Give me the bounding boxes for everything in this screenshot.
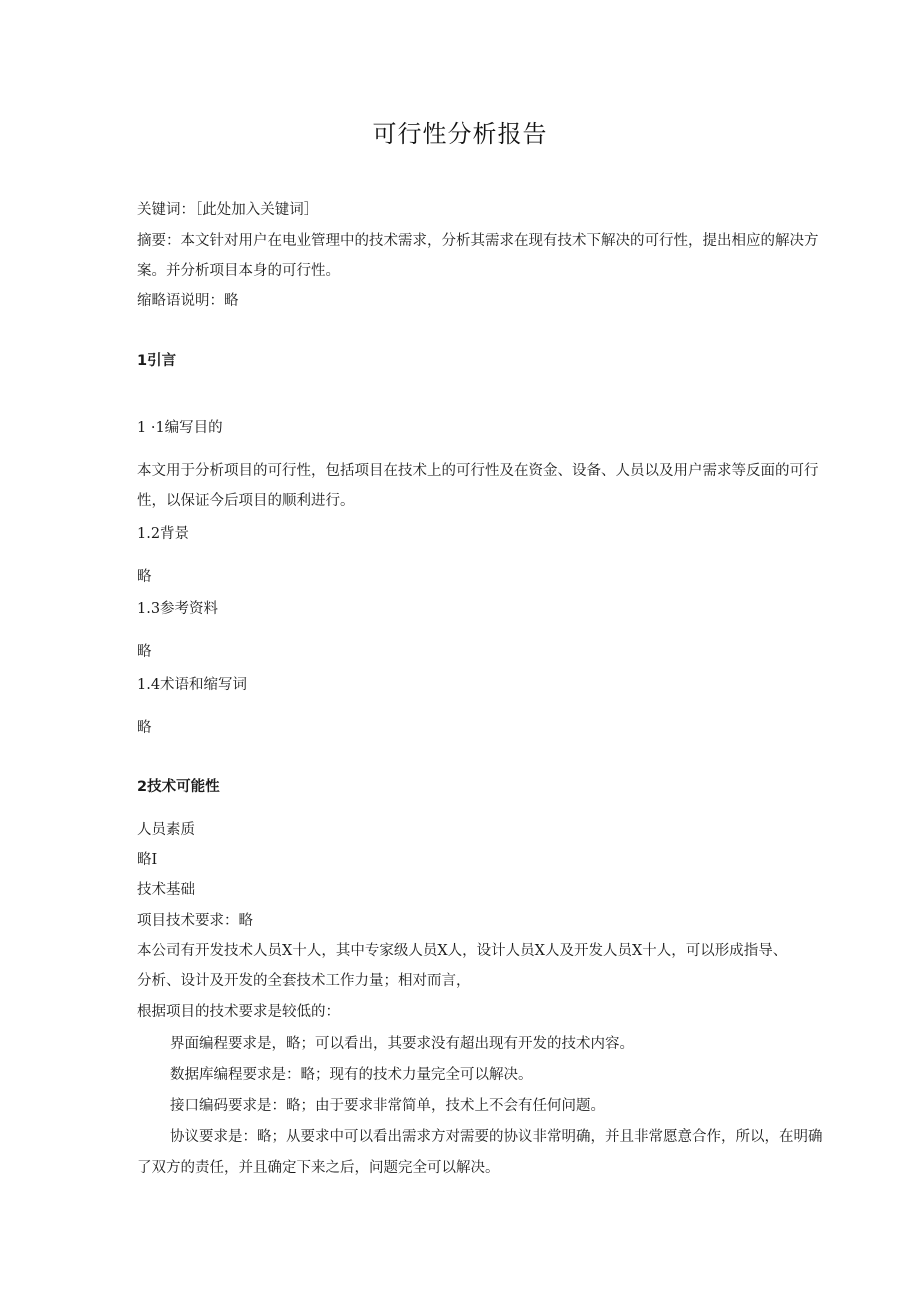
requirement-item: 界面编程要求是，略；可以看出，其要求没有超出现有开发的技术内容。 bbox=[170, 1036, 634, 1052]
requirement-item: 协议要求是：略；从要求中可以看出需求方对需要的协议非常明确，并且非常愿意合作，所以，在明确 bbox=[170, 1129, 823, 1145]
abstract-line: 摘要：本文针对用户在电业管理中的技术需求，分析其需求在现有技术下解决的可行性，提出相应的解决方 bbox=[137, 233, 819, 249]
subsection-heading: 1.2背景 bbox=[137, 526, 190, 542]
requirement-item: 数据库编程要求是：略；现有的技术力量完全可以解决。 bbox=[170, 1067, 533, 1083]
body-paragraph-line: 本公司有开发技术人员X十人，其中专家级人员X人，设计人员X人及开发人员X十人，可以形成指导、 bbox=[137, 943, 788, 959]
body-text: 略 bbox=[137, 569, 152, 585]
body-paragraph-line: 分析、设计及开发的全套技术工作力量；相对而言， bbox=[137, 973, 471, 989]
requirement-item-continuation: 了双方的责任，并且确定下来之后，问题完全可以解决。 bbox=[137, 1160, 500, 1176]
body-text: 略 bbox=[137, 720, 152, 736]
body-text: 略I bbox=[137, 852, 158, 868]
requirement-item: 接口编码要求是：略；由于要求非常简单，技术上不会有任何问题。 bbox=[170, 1098, 605, 1114]
abbreviation-line: 缩略语说明：略 bbox=[137, 293, 239, 309]
subsection-heading: 人员素质 bbox=[137, 822, 195, 838]
abstract-line: 案。并分析项目本身的可行性。 bbox=[137, 263, 340, 279]
document-title: 可行性分析报告 bbox=[372, 120, 548, 148]
subsection-heading: 1 ·1编写目的 bbox=[137, 420, 223, 436]
section-heading: 2技术可能性 bbox=[137, 779, 220, 795]
body-paragraph-line: 性，以保证今后项目的顺利进行。 bbox=[137, 493, 355, 509]
body-paragraph-line: 本文用于分析项目的可行性，包括项目在技术上的可行性及在资金、设备、人员以及用户需求等反面的可行 bbox=[137, 463, 819, 479]
body-paragraph-line: 根据项目的技术要求是较低的： bbox=[137, 1004, 340, 1020]
body-text: 略 bbox=[137, 644, 152, 660]
body-text: 项目技术要求：略 bbox=[137, 913, 253, 929]
section-heading: 1引言 bbox=[137, 353, 177, 369]
subsection-heading: 1.4术语和缩写词 bbox=[137, 677, 248, 693]
subsection-heading: 1.3参考资料 bbox=[137, 601, 219, 617]
keywords-line: 关键词：［此处加入关键词］ bbox=[137, 202, 319, 218]
subsection-heading: 技术基础 bbox=[137, 882, 195, 898]
